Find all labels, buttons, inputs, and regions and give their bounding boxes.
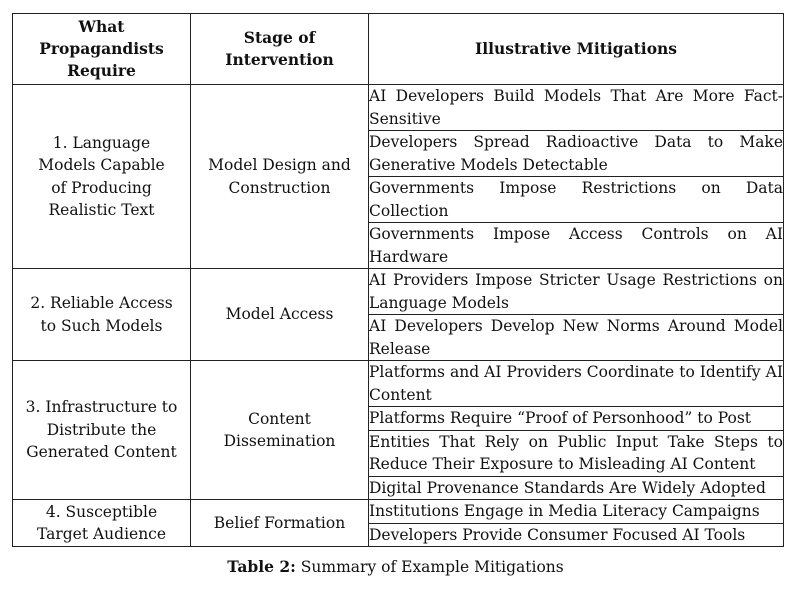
stage-cell: Content Dissemination [191, 361, 369, 500]
caption-text: Summary of Example Mitigations [300, 558, 564, 576]
stage-cell: Model Design and Construction [191, 85, 369, 269]
mitigation-cell: Governments Impose Access Controls on AI Hardware [369, 223, 784, 269]
mitigation-cell: AI Providers Impose Stricter Usage Restrictions on Language Models [369, 269, 784, 315]
table-caption [0, 557, 791, 576]
requirement-cell: 3. Infrastructure to Distribute the Generated Content [13, 361, 191, 500]
header-mitigations: Illustrative Mitigations [369, 14, 784, 85]
stage-cell: Model Access [191, 269, 369, 361]
stage-cell: Belief Formation [191, 500, 369, 547]
requirement-cell: 2. Reliable Access to Such Models [13, 269, 191, 361]
requirement-cell: 4. Susceptible Target Audience [13, 500, 191, 547]
table-row [13, 500, 784, 524]
mitigation-cell: AI Developers Develop New Norms Around Model Release [369, 315, 784, 361]
table-row [13, 269, 784, 315]
caption-label: Table 2: [227, 557, 296, 576]
requirement-cell: 1. Language Models Capable of Producing Realistic Text [13, 85, 191, 269]
mitigation-cell: Platforms and AI Providers Coordinate to Identify AI Content [369, 361, 784, 407]
mitigation-cell: Governments Impose Restrictions on Data Collection [369, 177, 784, 223]
table-row [13, 361, 784, 407]
table-row [13, 85, 784, 131]
mitigation-cell: AI Developers Build Models That Are More Fact-Sensitive [369, 85, 784, 131]
mitigation-cell: Entities That Rely on Public Input Take Steps to Reduce Their Exposure to Misleading AI Content [369, 430, 784, 476]
header-row [13, 14, 784, 85]
mitigation-cell: Institutions Engage in Media Literacy Campaigns [369, 500, 784, 524]
mitigation-cell: Platforms Require “Proof of Personhood” to Post [369, 407, 784, 431]
header-requirement: What Propagandists Require [13, 14, 191, 85]
mitigation-cell: Developers Provide Consumer Focused AI Tools [369, 523, 784, 547]
mitigation-cell: Digital Provenance Standards Are Widely Adopted [369, 476, 784, 500]
mitigations-table [12, 13, 784, 547]
header-stage: Stage of Intervention [191, 14, 369, 85]
mitigation-cell: Developers Spread Radioactive Data to Make Generative Models Detectable [369, 131, 784, 177]
